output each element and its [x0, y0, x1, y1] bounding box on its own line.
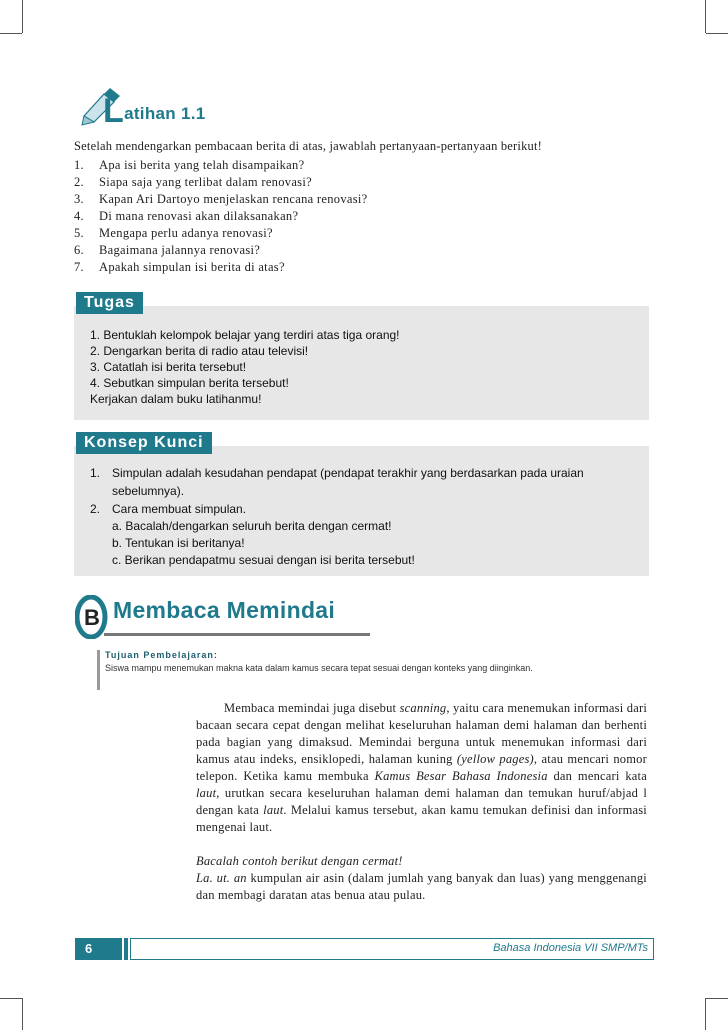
footer-accent — [124, 938, 128, 960]
example-definition: kumpulan air asin (dalam jumlah yang banyak dan luas) yang menggenangi dan membagi daratan atas benua atau pulau. — [196, 871, 647, 902]
text-run: , urutkan secara keseluruhan halaman demi halaman dan temukan huruf/abjad l dengan kata — [196, 786, 647, 817]
list-item — [74, 157, 368, 174]
item-text: Mengapa perlu adanya renovasi? — [99, 226, 273, 240]
list-item — [74, 225, 368, 242]
konsep-item-text: Simpulan adalah kesudahan pendapat (pendapat terakhir yang berdasarkan pada uraian — [112, 466, 584, 480]
item-number: 5. — [74, 226, 84, 240]
paragraph — [196, 700, 647, 836]
item-number: 4. — [74, 209, 84, 223]
latihan-title — [103, 94, 206, 128]
konsep-subitem: a. Bacalah/dengarkan seluruh berita dengan cermat! — [112, 519, 392, 533]
crop-mark — [0, 998, 22, 999]
konsep-box — [74, 446, 649, 576]
konsep-subitem: c. Berikan pendapatmu sesuai dengan isi berita tersebut! — [112, 553, 415, 567]
konsep-item-text: sebelumnya). — [112, 484, 185, 498]
latihan-intro: Setelah mendengarkan pembacaan berita di atas, jawablah pertanyaan-pertanyaan berikut! — [74, 139, 543, 153]
text-run: , yaitu cara menemukan informasi dari bacaan secara cepat dengan melihat keseluruhan halaman demi halaman dan berhenti pada bagian yang dimaksud. Memindai berguna untuk menemukan informasi dari kamus atau indeks, ensiklopedi, halaman kuning — [196, 701, 647, 766]
konsep-label: Konsep Kunci — [76, 432, 212, 454]
page-number: 6 — [75, 938, 122, 960]
section-b-title: Membaca Memindai — [113, 597, 336, 623]
crop-mark — [705, 0, 706, 33]
list-item — [74, 259, 368, 276]
item-text: Apakah simpulan isi berita di atas? — [99, 260, 285, 274]
item-text: Di mana renovasi akan dilaksanakan? — [99, 209, 299, 223]
item-text: Kapan Ari Dartoyo menjelaskan rencana renovasi? — [99, 192, 368, 206]
crop-mark — [706, 33, 728, 34]
footer-book-title: Bahasa Indonesia VII SMP/MTs — [493, 942, 648, 954]
konsep-subitem: b. Tentukan isi beritanya! — [112, 536, 245, 550]
item-text: Bagaimana jalannya renovasi? — [99, 243, 261, 257]
section-b-underline — [104, 633, 370, 636]
tugas-item: 4. Sebutkan simpulan berita tersebut! — [90, 376, 289, 390]
section-b-letter: B — [84, 605, 100, 630]
item-number: 2. — [74, 175, 84, 189]
tujuan-text: Siswa mampu menemukan makna kata dalam kamus secara tepat sesuai dengan konteks yang diinginkan. — [105, 663, 533, 673]
text-run: laut — [263, 803, 284, 817]
tugas-box — [74, 306, 649, 420]
text-run: . Melalui kamus tersebut, akan kamu temukan definisi dan informasi mengenai laut. — [196, 803, 647, 834]
list-item — [74, 208, 368, 225]
konsep-item-text: Cara membuat simpulan. — [112, 502, 247, 516]
text-run: laut — [196, 786, 217, 800]
latihan-title-rest: atihan 1.1 — [124, 104, 206, 123]
item-number: 6. — [74, 243, 84, 257]
text-run: , atau mencari nomor telepon. Ketika kamu membuka — [196, 752, 647, 783]
latihan-question-list — [74, 157, 368, 276]
item-number: 1. — [74, 158, 84, 172]
item-text: Apa isi berita yang telah disampaikan? — [99, 158, 305, 172]
tugas-item: 2. Dengarkan berita di radio atau televisi! — [90, 344, 309, 358]
list-item — [74, 174, 368, 191]
crop-mark — [0, 33, 22, 34]
text-run: scanning — [399, 701, 447, 715]
tugas-label: Tugas — [76, 292, 143, 314]
text-run: Membaca memindai juga disebut — [224, 701, 400, 715]
tujuan-bar — [97, 650, 100, 690]
tujuan-label: Tujuan Pembelajaran: — [105, 650, 218, 660]
item-number: 7. — [74, 260, 84, 274]
crop-mark — [706, 998, 728, 999]
item-number: 3. — [74, 192, 84, 206]
crop-mark — [705, 998, 706, 1030]
crop-mark — [22, 0, 23, 33]
konsep-item-number: 2. — [90, 502, 101, 516]
example-word: La. ut. an — [196, 871, 247, 885]
list-item — [74, 242, 368, 259]
latihan-title-initial: L — [103, 92, 125, 130]
text-run: Kamus Besar Bahasa Indonesia — [374, 769, 548, 783]
tugas-item: 1. Bentuklah kelompok belajar yang terdiri atas tiga orang! — [90, 328, 400, 342]
text-run: Bacalah contoh berikut dengan cermat! — [196, 854, 403, 868]
tugas-item: 3. Catatlah isi berita tersebut! — [90, 360, 247, 374]
list-item — [74, 191, 368, 208]
text-run: (yellow pages) — [456, 752, 534, 766]
konsep-item-number: 1. — [90, 466, 101, 480]
tugas-closing: Kerjakan dalam buku latihanmu! — [90, 392, 262, 406]
text-run: dan mencari kata — [547, 769, 647, 783]
crop-mark — [22, 998, 23, 1030]
section-b-body — [196, 700, 647, 904]
example-instruction — [196, 853, 647, 870]
item-text: Siapa saja yang terlibat dalam renovasi? — [99, 175, 312, 189]
example-entry — [196, 870, 647, 904]
